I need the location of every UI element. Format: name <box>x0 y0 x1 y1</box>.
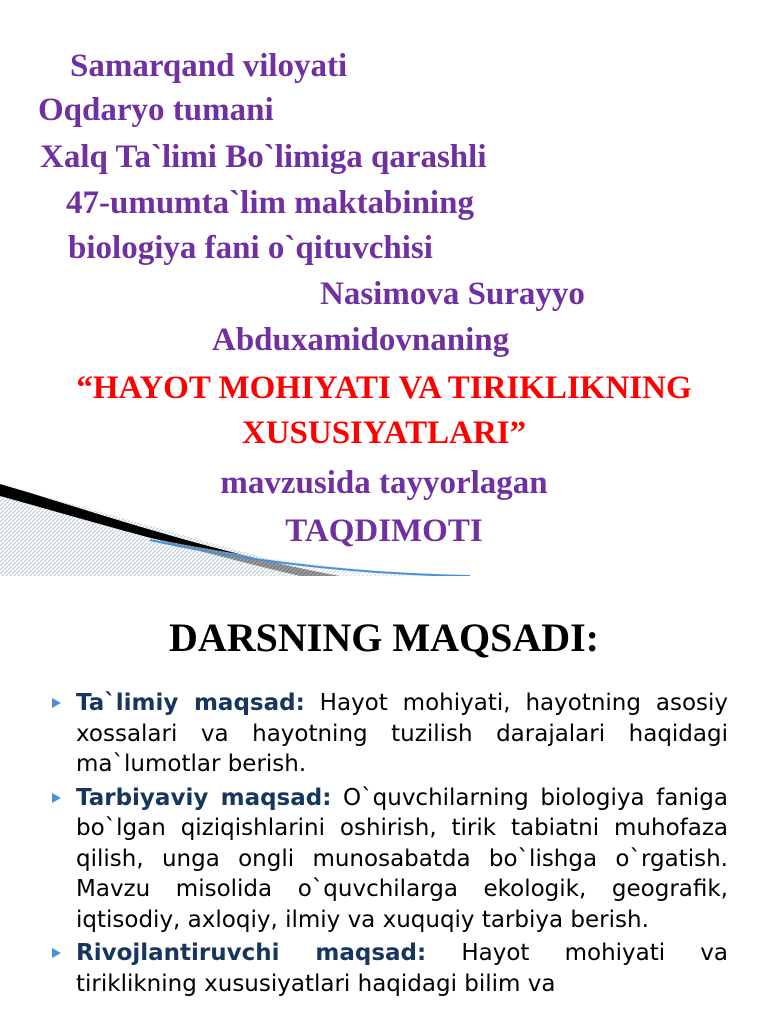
topic-title-line1: “HAYOT MOHIYATI VA TIRIKLIKNING <box>76 370 692 406</box>
bullet-arrow-icon <box>52 948 61 958</box>
goal-label: Rivojlantiruvchi maqsad: <box>76 940 427 966</box>
district-line: Oqdaryo tumani <box>38 92 274 128</box>
teacher-patronymic-line: Abduxamidovnaning <box>212 322 510 358</box>
topic-title-line2: XUSUSIYATLARI” <box>241 415 527 451</box>
goal-text: O`quvchilarning biologiya faniga bo`lgan qiziqishlarini oshirish, tirik tabiatni muhofaza qilish, unga ongli munosabatda bo`lishga o`rgatish. Mavzu misolida o`quvchilarga ekologik, geografik, iqtisodiy, axloqiy, ilmiy va xuquqiy tarbiya berish. <box>76 784 728 933</box>
goal-label: Ta`limiy maqsad: <box>76 690 305 716</box>
slide-heading: DARSNING MAQSADI: <box>168 615 600 660</box>
subtitle-line1: mavzusida tayyorlagan <box>220 465 548 501</box>
goal-text: Hayot mohiyati va tiriklikning xususiyatlari haqidagi bilim va <box>76 940 728 997</box>
subtitle-line2: TAQDIMOTI <box>285 513 483 549</box>
department-line: Xalq Ta`limi Bo`limiga qarashli <box>40 139 487 175</box>
school-line: 47-umumta`lim maktabining <box>66 185 474 221</box>
bullet-arrow-icon <box>52 793 61 803</box>
teacher-name-line: Nasimova Surayyo <box>320 276 585 312</box>
list-item <box>48 688 728 780</box>
region-line: Samarqand viloyati <box>70 48 348 84</box>
bullet-arrow-icon <box>52 698 61 708</box>
list-item <box>48 938 728 999</box>
goals-slide <box>0 576 768 1024</box>
list-item <box>48 783 728 936</box>
goal-text: Hayot mohiyati, hayotning asosiy xossalari va hayotning tuzilish darajalari haqidagi ma`lumotlar berish. <box>76 690 728 777</box>
teacher-role-line: biologiya fani o`qituvchisi <box>68 230 433 266</box>
goal-label: Tarbiyaviy maqsad: <box>76 784 332 811</box>
goals-list <box>48 688 728 1002</box>
